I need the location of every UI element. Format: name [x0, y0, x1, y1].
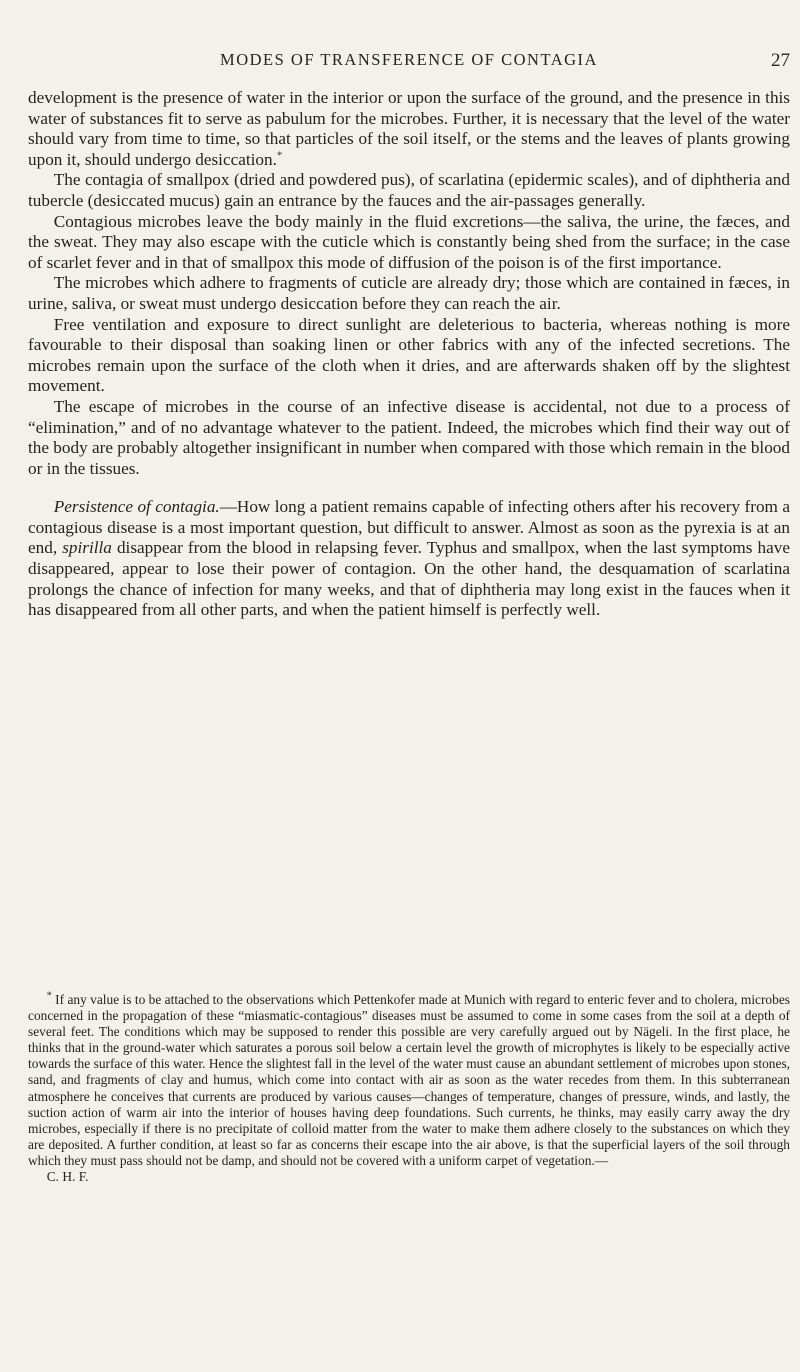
paragraph: Contagious microbes leave the body mainly in the fluid excretions—the saliva, the urine, the fæces, and the sweat. They may also escape with the cuticle which is constantly being shed from the surface; in the case of scarlet fever and in that of smallpox this mode of diffusion of the poison is of the first importance.	[28, 211, 790, 272]
paragraph-text: development is the presence of water in the interior or upon the surface of the ground, and the presence in this water of substances fit to serve as pabulum for the microbes. Further, it is necessary that the level of the water should vary from time to time, so that particles of the soil itself, or the stems and the leaves of plants growing upon it, should undergo desiccation.	[28, 88, 790, 169]
paragraph-text: —How long a patient remains capable of infecting others after his recovery from a contagious disease is a most important question, but difficult to answer. Almost as soon as the pyrexia is at an end,	[28, 497, 790, 558]
paragraph: The escape of microbes in the course of an infective disease is accidental, not due to a process of “elimination,” and of no advantage whatever to the patient. Indeed, the microbes which find their way out of the body are probably altogether insignificant in number when compared with those which remain in the blood or in the tissues.	[28, 396, 790, 478]
footnote-paragraph	[28, 992, 790, 1185]
page-number: 27	[771, 50, 790, 71]
section-paragraph	[28, 497, 790, 621]
page-header	[28, 50, 790, 74]
section-heading: Persistence of contagia.	[53, 497, 220, 517]
footnote-reference[interactable]: *	[276, 149, 283, 162]
paragraph: The contagia of smallpox (dried and powdered pus), of scarlatina (epidermic scales), and of diphtheria and tubercle (desiccated mucus) gain an entrance by the fauces and the air-passages generally.	[28, 170, 790, 210]
paragraph: The microbes which adhere to fragments of cuticle are already dry; those which are contained in fæces, in urine, saliva, or sweat must undergo desiccation before they can reach the air.	[28, 273, 790, 313]
paragraph	[28, 88, 790, 170]
footnote-mark: *	[46, 990, 52, 1002]
paragraph: Free ventilation and exposure to direct sunlight are deleterious to bacteria, whereas nothing is more favourable to their disposal than soaking linen or other fabrics with any of the infected secretions. The microbes remain upon the surface of the cloth when it dries, and are afterwards shaken off by the slightest movement.	[28, 314, 790, 396]
footnote	[28, 992, 790, 1185]
running-head: MODES OF TRANSFERENCE OF CONTAGIA	[220, 50, 598, 69]
paragraph-text: disappear from the blood in relapsing fever. Typhus and smallpox, when the last symptoms have disappeared, appear to lose their power of contagion. On the other hand, the desquamation of scarlatina prolongs the chance of infection for many weeks, and that of diphtheria may long exist in the fauces when it has disappeared from all other parts, and when the patient himself is perfectly well.	[28, 538, 790, 620]
footnote-text: If any value is to be attached to the observations which Pettenkofer made at Munich with regard to enteric fever and to cholera, microbes concerned in the propagation of these “miasmatic-contagious” diseases must be assumed to come in some cases from the soil at a depth of several feet. The conditions which may be supposed to render this possible are very carefully argued out by Nägeli. In the first place, he thinks that in the ground-water which saturates a porous soil below a certain level the growth of microphytes is likely to be especially active towards the surface of this water. Hence the slightest fall in the level of the water must cause an abundant settlement of microbes upon stones, sand, and fragments of clay and humus, which come into contact with air as soon as the water recedes from them. In this subterranean atmosphere he conceives that currents are produced by various causes—changes of temperature, changes of pressure, winds, and lastly, the suction action of warm air into the interior of houses having deep foundations. Such currents, he thinks, may easily carry away the dry microbes, especially if there is no precipitate of colloid matter from the water to make them adhere closely to the substances on which they are deposited. A further condition, at least so far as concerns their escape into the air above, is that the superficial layers of the soil through which they must pass should not be damp, and should not be covered with a uniform carpet of vegetation.—	[28, 992, 790, 1168]
italic-term: spirilla	[62, 538, 112, 558]
footnote-signature: C. H. F.	[46, 1169, 89, 1185]
main-text	[28, 88, 790, 621]
